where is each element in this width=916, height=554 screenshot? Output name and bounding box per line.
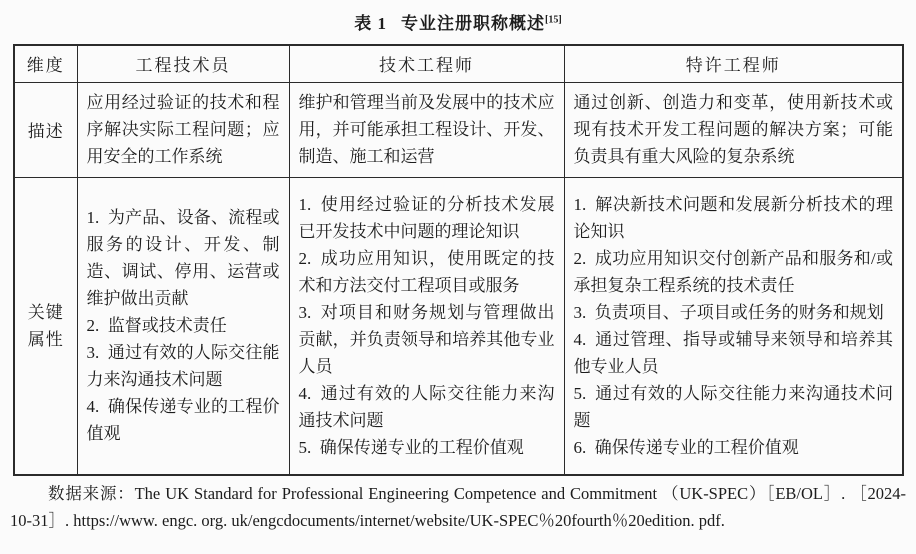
key-attribute-item: 4. 通过管理、指导或辅导来领导和培养其他专业人员: [573, 329, 893, 376]
key-attribute-item: 5. 通过有效的人际交往能力来沟通技术问题: [573, 383, 893, 430]
description-text: 应用经过验证的技术和程序解决实际工程问题；应用安全的工作系统: [86, 93, 280, 166]
key-attribute-item: 3. 通过有效的人际交往能力来沟通技术问题: [86, 343, 280, 390]
source-note-label: 数据来源：: [48, 484, 135, 503]
row-label-text: 关键属性: [27, 302, 64, 349]
key-attribute-item: 2. 监督或技术责任: [86, 316, 227, 336]
table-row-key-attributes: [14, 177, 903, 475]
source-note: [10, 480, 906, 534]
key-attribute-item: 1. 为产品、设备、流程或服务的设计、开发、制造、调试、停用、运营或维护做出贡献: [86, 208, 280, 309]
key-attribute-item: 5. 确保传递专业的工程价值观: [298, 437, 524, 457]
header-dimension: 维度: [14, 45, 77, 82]
key-attribute-item: 1. 解决新技术问题和发展新分析技术的理论知识: [573, 194, 893, 241]
header-incorporated-engineer: 技术工程师: [289, 45, 564, 82]
key-attributes-cell-chartered: [564, 177, 903, 475]
description-cell-incorporated: [289, 82, 564, 177]
table-caption-reference: [15]: [545, 14, 562, 26]
row-label-description: 描述: [14, 82, 77, 177]
professional-registration-titles-table: [13, 44, 904, 476]
key-attribute-item: 2. 成功应用知识交付创新产品和服务和/或承担复杂工程系统的技术责任: [573, 248, 893, 295]
key-attribute-item: 2. 成功应用知识，使用既定的技术和方法交付工程项目或服务: [298, 248, 555, 295]
row-label-key-attributes: [14, 177, 77, 475]
key-attribute-item: 3. 负责项目、子项目或任务的财务和规划: [573, 302, 884, 322]
description-cell-chartered: [564, 82, 903, 177]
key-attribute-item: 3. 对项目和财务规划与管理做出贡献，并负责领导和培养其他专业人员: [298, 302, 555, 376]
header-engineering-technician: 工程技术员: [77, 45, 289, 82]
table-header-row: [14, 45, 903, 82]
table-caption: [0, 0, 916, 34]
key-attribute-item: 4. 确保传递专业的工程价值观: [86, 397, 280, 444]
source-note-text: The UK Standard for Professional Engineering Competence and Commitment （UK-SPEC）［EB/OL］. ［2024-10-31］. https://www. engc. org. uk/engcdocuments/internet/website/UK-SPEC％20fourth％20edition. pdf.: [10, 484, 907, 530]
key-attribute-item: 1. 使用经过验证的分析技术发展已开发技术中问题的理论知识: [298, 194, 555, 241]
key-attribute-item: 6. 确保传递专业的工程价值观: [573, 437, 799, 457]
header-chartered-engineer: 特许工程师: [564, 45, 903, 82]
table-caption-title: 专业注册职称概述: [401, 14, 546, 33]
key-attributes-cell-technician: [77, 177, 289, 475]
key-attributes-cell-incorporated: [289, 177, 564, 475]
description-cell-technician: [77, 82, 289, 177]
description-text: 维护和管理当前及发展中的技术应用，并可能承担工程设计、开发、制造、施工和运营: [298, 93, 555, 166]
table-row-description: [14, 82, 903, 177]
key-attribute-item: 4. 通过有效的人际交往能力来沟通技术问题: [298, 383, 555, 430]
table-caption-number: 表 1: [354, 14, 388, 33]
description-text: 通过创新、创造力和变革，使用新技术或现有技术开发工程问题的解决方案；可能负责具有重大风险的复杂系统: [573, 93, 893, 166]
